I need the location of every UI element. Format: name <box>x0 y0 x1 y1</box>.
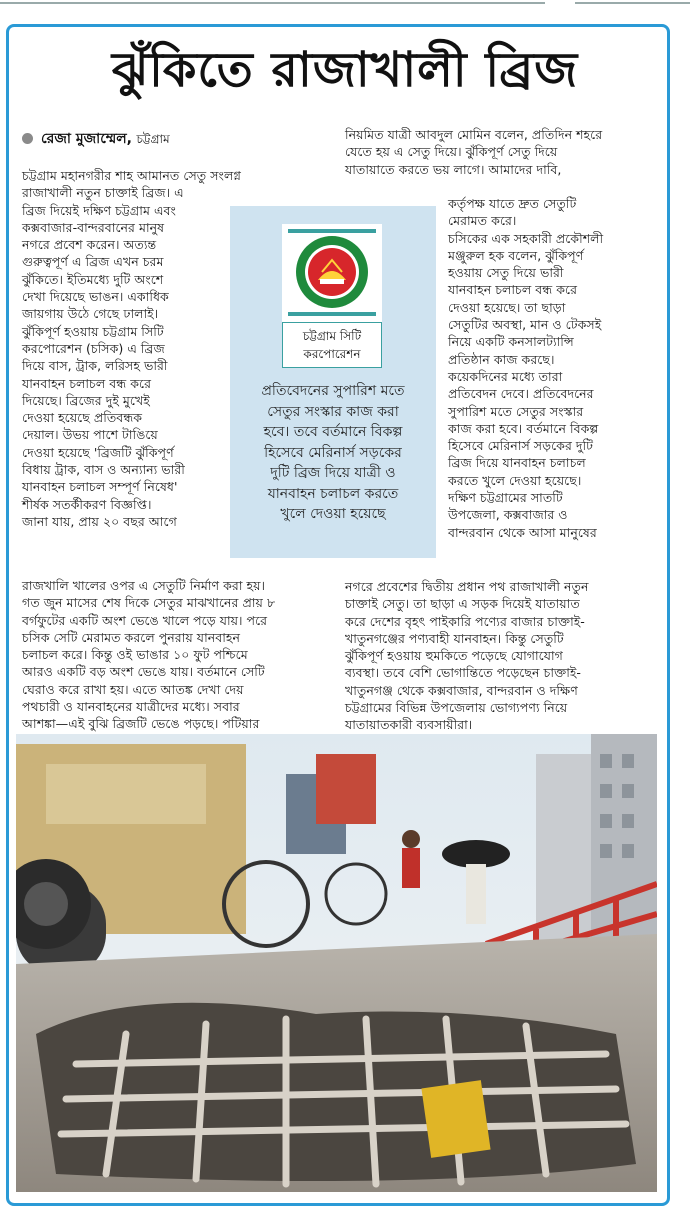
text-line: শীর্ষক সতর্কীকরণ বিজ্ঞপ্তি। <box>22 496 152 512</box>
text-line: প্রতিষ্ঠান কাজ করছে। <box>448 351 555 367</box>
text-line: জায়গায় উঠে গেছে ঢালাই। <box>22 306 159 322</box>
quote-line: হবে। তবে বর্তমানে বিকল্প <box>263 424 403 440</box>
text-line: করতে খুলে দেওয়া হয়েছে। <box>448 472 582 488</box>
quote-line: হিসেবে মেরিনার্স সড়কের <box>264 444 402 461</box>
text-line: করপোরেশন (চসিক) এ ব্রিজ <box>22 340 165 356</box>
org-name-line: চট্টগ্রাম সিটি <box>302 329 362 343</box>
text-line: পথচারী ও যানবাহনের যাত্রীদের মধ্যে। সবার <box>22 699 240 715</box>
text-line: গুরুত্বপূর্ণ এ ব্রিজ এখন চরম <box>22 254 164 270</box>
text-line: ব্রিজ দিয়েই দক্ষিণ চট্টগ্রাম এবং <box>22 202 176 218</box>
text-line: যাতায়াতকারী ব্যবসায়ীরা। <box>345 717 473 733</box>
city-corporation-logo <box>282 224 382 322</box>
text-line: গত জুন মাসের শেষ দিকে সেতুর মাঝখানের প্রায় ৮ <box>22 595 276 611</box>
text-line: যানবাহন চলাচল বন্ধ করে <box>22 375 152 391</box>
text-line: নগরে প্রবেশের দ্বিতীয় প্রধান পথ রাজাখালী নতুন <box>345 579 589 594</box>
text-line: ঝুঁকিতে। ইতিমধ্যে দুটি অংশে <box>22 271 164 287</box>
column-right <box>448 195 603 541</box>
text-line: রাজাখালী নতুন চাক্তাই ব্রিজ। এ <box>22 185 184 201</box>
org-name-line: করপোরেশন <box>303 347 361 361</box>
byline-name: রেজা মুজাম্মেল, <box>41 131 132 147</box>
byline <box>22 129 170 149</box>
text-line: চট্টগ্রামের বিভিন্ন উপজেলায় ভোগ্যপণ্য নিয়ে <box>345 700 568 716</box>
org-name-card <box>282 322 382 368</box>
text-line: কয়েকদিনের মধ্যে তারা <box>448 368 563 384</box>
quote-line: সেতুর সংস্কার কাজ করা <box>267 403 399 420</box>
text-line: ঝুঁকিপূর্ণ হওয়ায় হুমকিতে পড়েছে যোগাযোগ <box>345 648 563 664</box>
column-bottom-right <box>345 578 588 734</box>
text-line: বর্গফুটের একটি অংশ ভেঙে খালে পড়ে যায়। পরে <box>22 612 268 628</box>
text-line: খাতুনগঞ্জ থেকে কক্সবাজার, বান্দরবান ও দক্ষিণ <box>345 682 578 698</box>
text-line: মঞ্জুরুল হক বলেন, ঝুঁকিপূর্ণ <box>448 247 584 263</box>
logo-card <box>282 224 382 322</box>
text-line: দেওয়া হয়েছে প্রতিবন্ধক <box>22 410 143 426</box>
text-line: করে দেশের বৃহৎ পাইকারি পণ্যের বাজার চাক্তাই- <box>345 613 585 629</box>
text-line: আরও একটি বড় অংশ ভেঙে যায়। বর্তমানে সেটি <box>22 664 265 680</box>
column-bottom-left <box>22 577 275 733</box>
text-line: চলাচল করে। কিন্তু ওই ভাঙার ১০ ফুট পশ্চিমে <box>22 647 248 663</box>
byline-place: চট্টগ্রাম <box>136 132 170 146</box>
text-line: হওয়ায় সেতু দিয়ে ভারী <box>448 265 564 281</box>
text-line: বিধায় ট্রাক, বাস ও অন্যান্য ভারী <box>22 462 185 478</box>
text-line: ঘেরাও করে রাখা হয়। এতে আতঙ্ক দেখা দেয় <box>22 681 244 697</box>
text-line: দিয়ে বাস, ট্রাক, লরিসহ ভারী <box>22 358 168 374</box>
text-line: যেতে হয় এ সেতু দিয়ে। ঝুঁকিপূর্ণ সেতু দিয়ে <box>345 144 558 160</box>
text-line: কাজ করা হবে। বর্তমানে বিকল্প <box>448 420 599 436</box>
quote-line: যানবাহন চলাচল করতে <box>267 485 399 502</box>
text-line: ব্যবস্থা। তবে বেশি ভোগান্তিতে পড়েছেন চাক্তাই- <box>345 665 581 681</box>
text-line: দেয়াল। উভয় পাশে টাঙিয়ে <box>22 427 158 443</box>
pull-quote <box>230 381 436 525</box>
column-left <box>22 167 241 530</box>
text-line: খাতুনগঞ্জের পণ্যবাহী যানবাহন। কিন্তু সেতুটি <box>345 630 564 646</box>
quote-line: খুলে দেওয়া হয়েছে <box>280 506 386 522</box>
text-line: আশঙ্কা—এই বুঝি ব্রিজটি ভেঙে পড়ছে। পটিয়ার <box>22 716 260 732</box>
text-line: চট্টগ্রাম মহানগরীর শাহ আমানত সেতু সংলগ্ন <box>22 168 241 183</box>
sidebar-box <box>230 206 436 558</box>
text-line: বান্দরবান থেকে আসা মানুষের <box>448 524 597 540</box>
text-line: ব্রিজ দিয়ে যানবাহন চলাচল <box>448 455 586 471</box>
text-line: নিয়ে একটি কনসালট্যান্সি <box>448 334 574 350</box>
headline: ঝুঁকিতে রাজাখালী ব্রিজ <box>111 42 579 98</box>
text-line: যানবাহন চলাচল বন্ধ করে <box>448 282 578 298</box>
bullet-icon <box>22 133 33 144</box>
text-line: মেরামত করে। <box>448 213 517 229</box>
text-line: চাক্তাই সেতু। তা ছাড়া এ সড়ক দিয়েই যাতায়াত <box>345 596 580 612</box>
text-line: নগরে প্রবেশ করেন। অত্যন্ত <box>22 237 157 253</box>
text-line: চসিকের এক সহকারী প্রকৌশলী <box>448 230 604 246</box>
column-right-top <box>345 126 602 178</box>
text-line: রাজখালি খালের ওপর এ সেতুটি নির্মাণ করা হয়। <box>22 578 266 593</box>
text-line: নিয়মিত যাত্রী আবদুল মোমিন বলেন, প্রতিদিন শহরে <box>345 127 603 142</box>
top-rule <box>0 0 690 6</box>
text-line: ঝুঁকিপূর্ণ হওয়ায় চট্টগ্রাম সিটি <box>22 323 164 339</box>
text-line: চসিক সেটি মেরামত করলে পুনরায় যানবাহন <box>22 629 241 645</box>
text-line: কক্সবাজার-বান্দরবানের মানুষ <box>22 219 165 235</box>
quote-line: দুটি ব্রিজ দিয়ে যাত্রী ও <box>270 465 396 481</box>
text-line: হিসেবে মেরিনার্স সড়কের দুটি <box>448 438 593 454</box>
text-line: দেওয়া হয়েছে 'ব্রিজটি ঝুঁকিপূর্ণ <box>22 444 174 460</box>
text-line: যাতায়াতে করতে ভয় লাগে। আমাদের দাবি, <box>345 161 562 177</box>
text-line: দেওয়া হয়েছে। তা ছাড়া <box>448 299 566 315</box>
quote-line: প্রতিবেদনের সুপারিশ মতে <box>261 383 405 399</box>
text-line: কর্তৃপক্ষ যাতে দ্রুত সেতুটি <box>448 196 577 211</box>
text-line: দক্ষিণ চট্টগ্রামের সাতটি <box>448 490 563 506</box>
text-line: যানবাহন চলাচল সম্পূর্ণ নিষেধ' <box>22 479 178 495</box>
text-line: সুপারিশ মতে সেতুর সংস্কার <box>448 403 584 419</box>
text-line: দিয়েছে। ব্রিজের দুই মুখেই <box>22 392 150 408</box>
text-line: উপজেলা, কক্সবাজার ও <box>448 507 568 523</box>
text-line: দেখা দিয়েছে ভাঙন। একাধিক <box>22 289 169 305</box>
text-line: জানা যায়, প্রায় ২০ বছর আগে <box>22 513 177 529</box>
text-line: প্রতিবেদন দেবে। প্রতিবেদনের <box>448 386 594 402</box>
text-line: সেতুটির অবস্থা, মান ও টেকসই <box>448 317 602 333</box>
bridge-photo <box>16 734 657 1192</box>
